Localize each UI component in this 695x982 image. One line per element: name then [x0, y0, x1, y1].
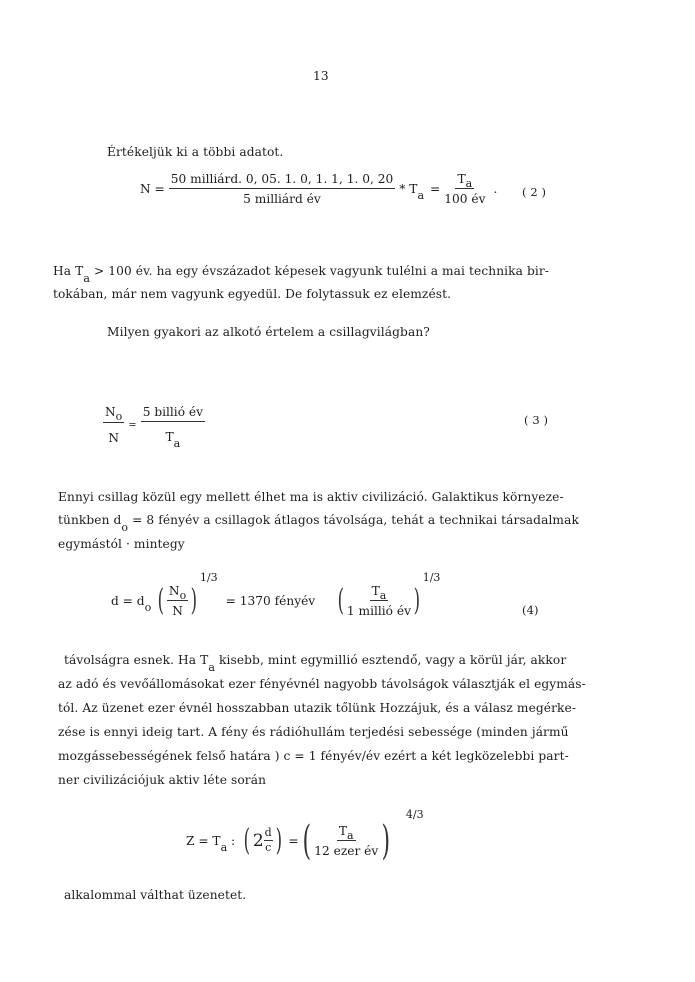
eq4-denominator-2: 1 millió év: [346, 604, 411, 619]
eq2-number: ( 2 ): [522, 185, 547, 199]
eq4-numerator-1: [167, 584, 188, 602]
eq5-right-paren-2: ): [381, 818, 391, 864]
p2-text-b: > 100 év. ha egy évszázadot képesek vagyunk tulélni a mai technika bir-: [89, 264, 550, 278]
eq3-rhs-denominator: [165, 422, 181, 451]
p4-sub: o: [121, 521, 129, 534]
eq3-rhs-fraction: [141, 405, 205, 451]
eq5-T-sub: a: [220, 841, 228, 854]
eq5-c: c: [265, 841, 272, 854]
eq4-left-paren-2: (: [337, 583, 345, 618]
eq5-Z-T: Z = T: [186, 834, 221, 848]
eq2-dot: .: [493, 182, 498, 196]
eq3-lhs-fraction: [103, 405, 124, 445]
eq4-number: (4): [522, 603, 539, 617]
eq2-denominator: 5 milliárd év: [243, 192, 321, 206]
eq2-T-sub: a: [417, 189, 424, 202]
paragraph-5-line-6: ner civilizációjuk aktiv léte során: [58, 773, 267, 787]
eq4-exponent-2: 1/3: [422, 571, 441, 584]
eq2-rhs-fraction: [444, 172, 485, 207]
eq4-left-paren-1: (: [157, 583, 165, 618]
eq4-fraction-1: [167, 584, 188, 619]
eq3-equals: =: [128, 419, 137, 431]
eq4-d: d = d: [111, 594, 145, 608]
eq4-lhs: [111, 594, 152, 614]
paragraph-5-line-4: zése is ennyi ideig tart. A fény és rádióhullám terjedési sebessége (minden jármű: [58, 725, 569, 739]
paragraph-5-line-2: az adó és vevőállomásokat ezer fényévnél nagyobb távolságok választják el egymás-: [58, 677, 586, 691]
eq4-exponent-1: 1/3: [199, 571, 218, 584]
paragraph-intro: Értékeljük ki a többi adatot.: [107, 145, 284, 159]
eq4-numerator-2: [370, 584, 389, 602]
paragraph-2-line-2: tokában, már nem vagyunk egyedül. De folytassuk ez elemzést.: [53, 287, 452, 301]
eq4-right-paren-1: ): [190, 583, 198, 618]
eq5-num-sub: a: [347, 828, 354, 842]
eq2-lhs: N =: [140, 182, 165, 196]
eq5-denominator: 12 ezer év: [314, 844, 379, 859]
eq5-two: 2: [252, 831, 264, 851]
eq2-rhs-T-sub: a: [465, 176, 473, 190]
eq4-T-sub: a: [379, 588, 387, 602]
eq3-lhs-numerator: [103, 405, 124, 423]
eq2-rhs-T: T: [457, 171, 466, 186]
paragraph-5-line-3: tól. Az üzenet ezer évnél hosszabban utazik tőlünk Hozzájuk, és a válasz megérke-: [58, 701, 577, 715]
eq2-numerator: 50 milliárd. 0, 05. 1. 0, 1. 1, 1. 0, 20: [169, 172, 395, 189]
eq3-rhs-numerator: 5 billió év: [141, 405, 205, 422]
paragraph-4-line-1: Ennyi csillag közül egy mellett élhet ma is aktiv civilizáció. Galaktikus környeze-: [58, 490, 564, 504]
eq3-N: N: [105, 405, 116, 420]
eq4-T: T: [371, 583, 380, 598]
eq2-rhs-numerator: [455, 172, 474, 190]
paragraph-4-line-2: [58, 513, 579, 534]
eq3-number: ( 3 ): [524, 413, 549, 427]
paragraph-5-line-1: [64, 653, 567, 674]
equation-2: [140, 165, 497, 213]
eq5-colon: :: [227, 834, 236, 848]
p5-sub: a: [208, 661, 216, 674]
eq5-left-paren-2: (: [302, 818, 311, 864]
eq4-denominator-1: N: [172, 604, 183, 619]
eq4-right-paren-2: ): [413, 583, 421, 618]
eq2-fraction: [169, 172, 395, 206]
eq5-fraction: [314, 824, 378, 859]
eq5-T: T: [338, 823, 348, 838]
eq2-equals: =: [430, 182, 441, 196]
eq4-middle: = 1370 fényév: [225, 594, 316, 608]
eq5-right-paren-1: ): [275, 823, 282, 858]
p2-text-a: Ha T: [53, 264, 84, 278]
p2-sub: a: [83, 272, 90, 285]
eq4-fraction-2: [347, 584, 411, 619]
equation-4: [111, 571, 441, 627]
eq4-N-sub: o: [179, 588, 187, 602]
paragraph-question: Milyen gyakori az alkotó értelem a csillagvilágban?: [107, 325, 430, 339]
page-number: 13: [313, 69, 329, 83]
eq5-d: d: [264, 826, 272, 840]
eq2-T-letter: T: [409, 182, 418, 196]
eq3-T-sub: a: [173, 437, 181, 451]
eq5-exponent: 4/3: [405, 808, 424, 821]
paragraph-4-line-3: egymástól · mintegy: [58, 537, 185, 551]
p5-text-a: távolságra esnek. Ha T: [64, 653, 209, 667]
eq2-rhs-denominator: 100 év: [444, 192, 486, 207]
eq2-T: [409, 182, 424, 202]
eq3-T: T: [165, 430, 174, 445]
paragraph-2-line-1: [53, 264, 550, 285]
p4-text-a: tünkben d: [58, 513, 122, 527]
eq5-equals: =: [288, 834, 299, 848]
p5-text-b: kisebb, mint egymillió esztendő, vagy a körül jár, akkor: [215, 653, 567, 667]
eq4-d-sub: o: [144, 601, 152, 614]
eq5-numerator: [337, 824, 356, 842]
p4-text-b: = 8 fényév a csillagok átlagos távolsága, tehát a technikai társadalmak: [128, 513, 579, 527]
eq3-N-sub: o: [115, 410, 123, 424]
paragraph-closing: alkalommal válthat üzenetet.: [64, 888, 247, 902]
eq5-left-paren-1: (: [243, 823, 251, 858]
paragraph-5-line-5: mozgássebességének felső határa ) c = 1 fényév/év ezért a két legközelebbi part-: [58, 749, 569, 763]
eq2-times: *: [399, 182, 406, 196]
eq5-lhs: [186, 834, 236, 854]
eq4-N: N: [168, 583, 180, 598]
equation-5: [186, 808, 424, 866]
equation-3: [103, 398, 205, 452]
eq3-lhs-denominator: N: [108, 430, 119, 445]
eq5-d-over-c: [264, 827, 273, 854]
